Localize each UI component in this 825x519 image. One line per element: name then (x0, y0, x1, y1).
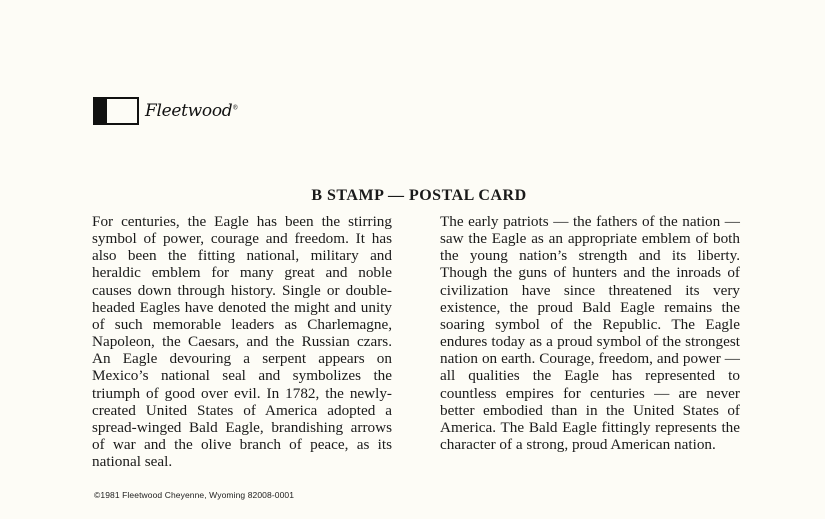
copyright-footer: ©1981 Fleetwood Cheyenne, Wyoming 82008-0001 (94, 490, 295, 500)
logo-brand-text: Fleetwood® (145, 101, 239, 121)
fleetwood-logo (93, 97, 238, 125)
right-column-text: The early patriots — the fathers of the nation — saw the Eagle as an appropriate emblem of both the young nation’s strength and its liberty. Though the guns of hunters and the inroads of civilization have since threatened its very existence, the proud Bald Eagle remains the soaring symbol of the Republic. The Eagle endures today as a proud symbol of the strongest nation on earth. Courage, freedom, and power — all qualities the Eagle has represented to countless empires for centuries — are never better embodied than in the United States of America. The Bald Eagle fittingly represents the character of a strong, proud American nation. (440, 213, 740, 454)
logo-box-icon (93, 97, 139, 125)
card-heading: B STAMP — POSTAL CARD (311, 187, 527, 204)
left-column-text: For centuries, the Eagle has been the stirring symbol of power, courage and freedom. It has also been the fitting national, military and heraldic emblem for many great and noble causes down through history. Single or double-headed Eagles have denoted the might and unity of such memorable leaders as Charlemagne, Napoleon, the Caesars, and the Russian czars. An Eagle devouring a serpent appears on Mexico’s national seal and symbolizes the triumph of good over evil. In 1782, the newly-created United States of America adopted a spread-winged Bald Eagle, brandishing arrows of war and the olive branch of peace, as its national seal. (92, 213, 392, 471)
